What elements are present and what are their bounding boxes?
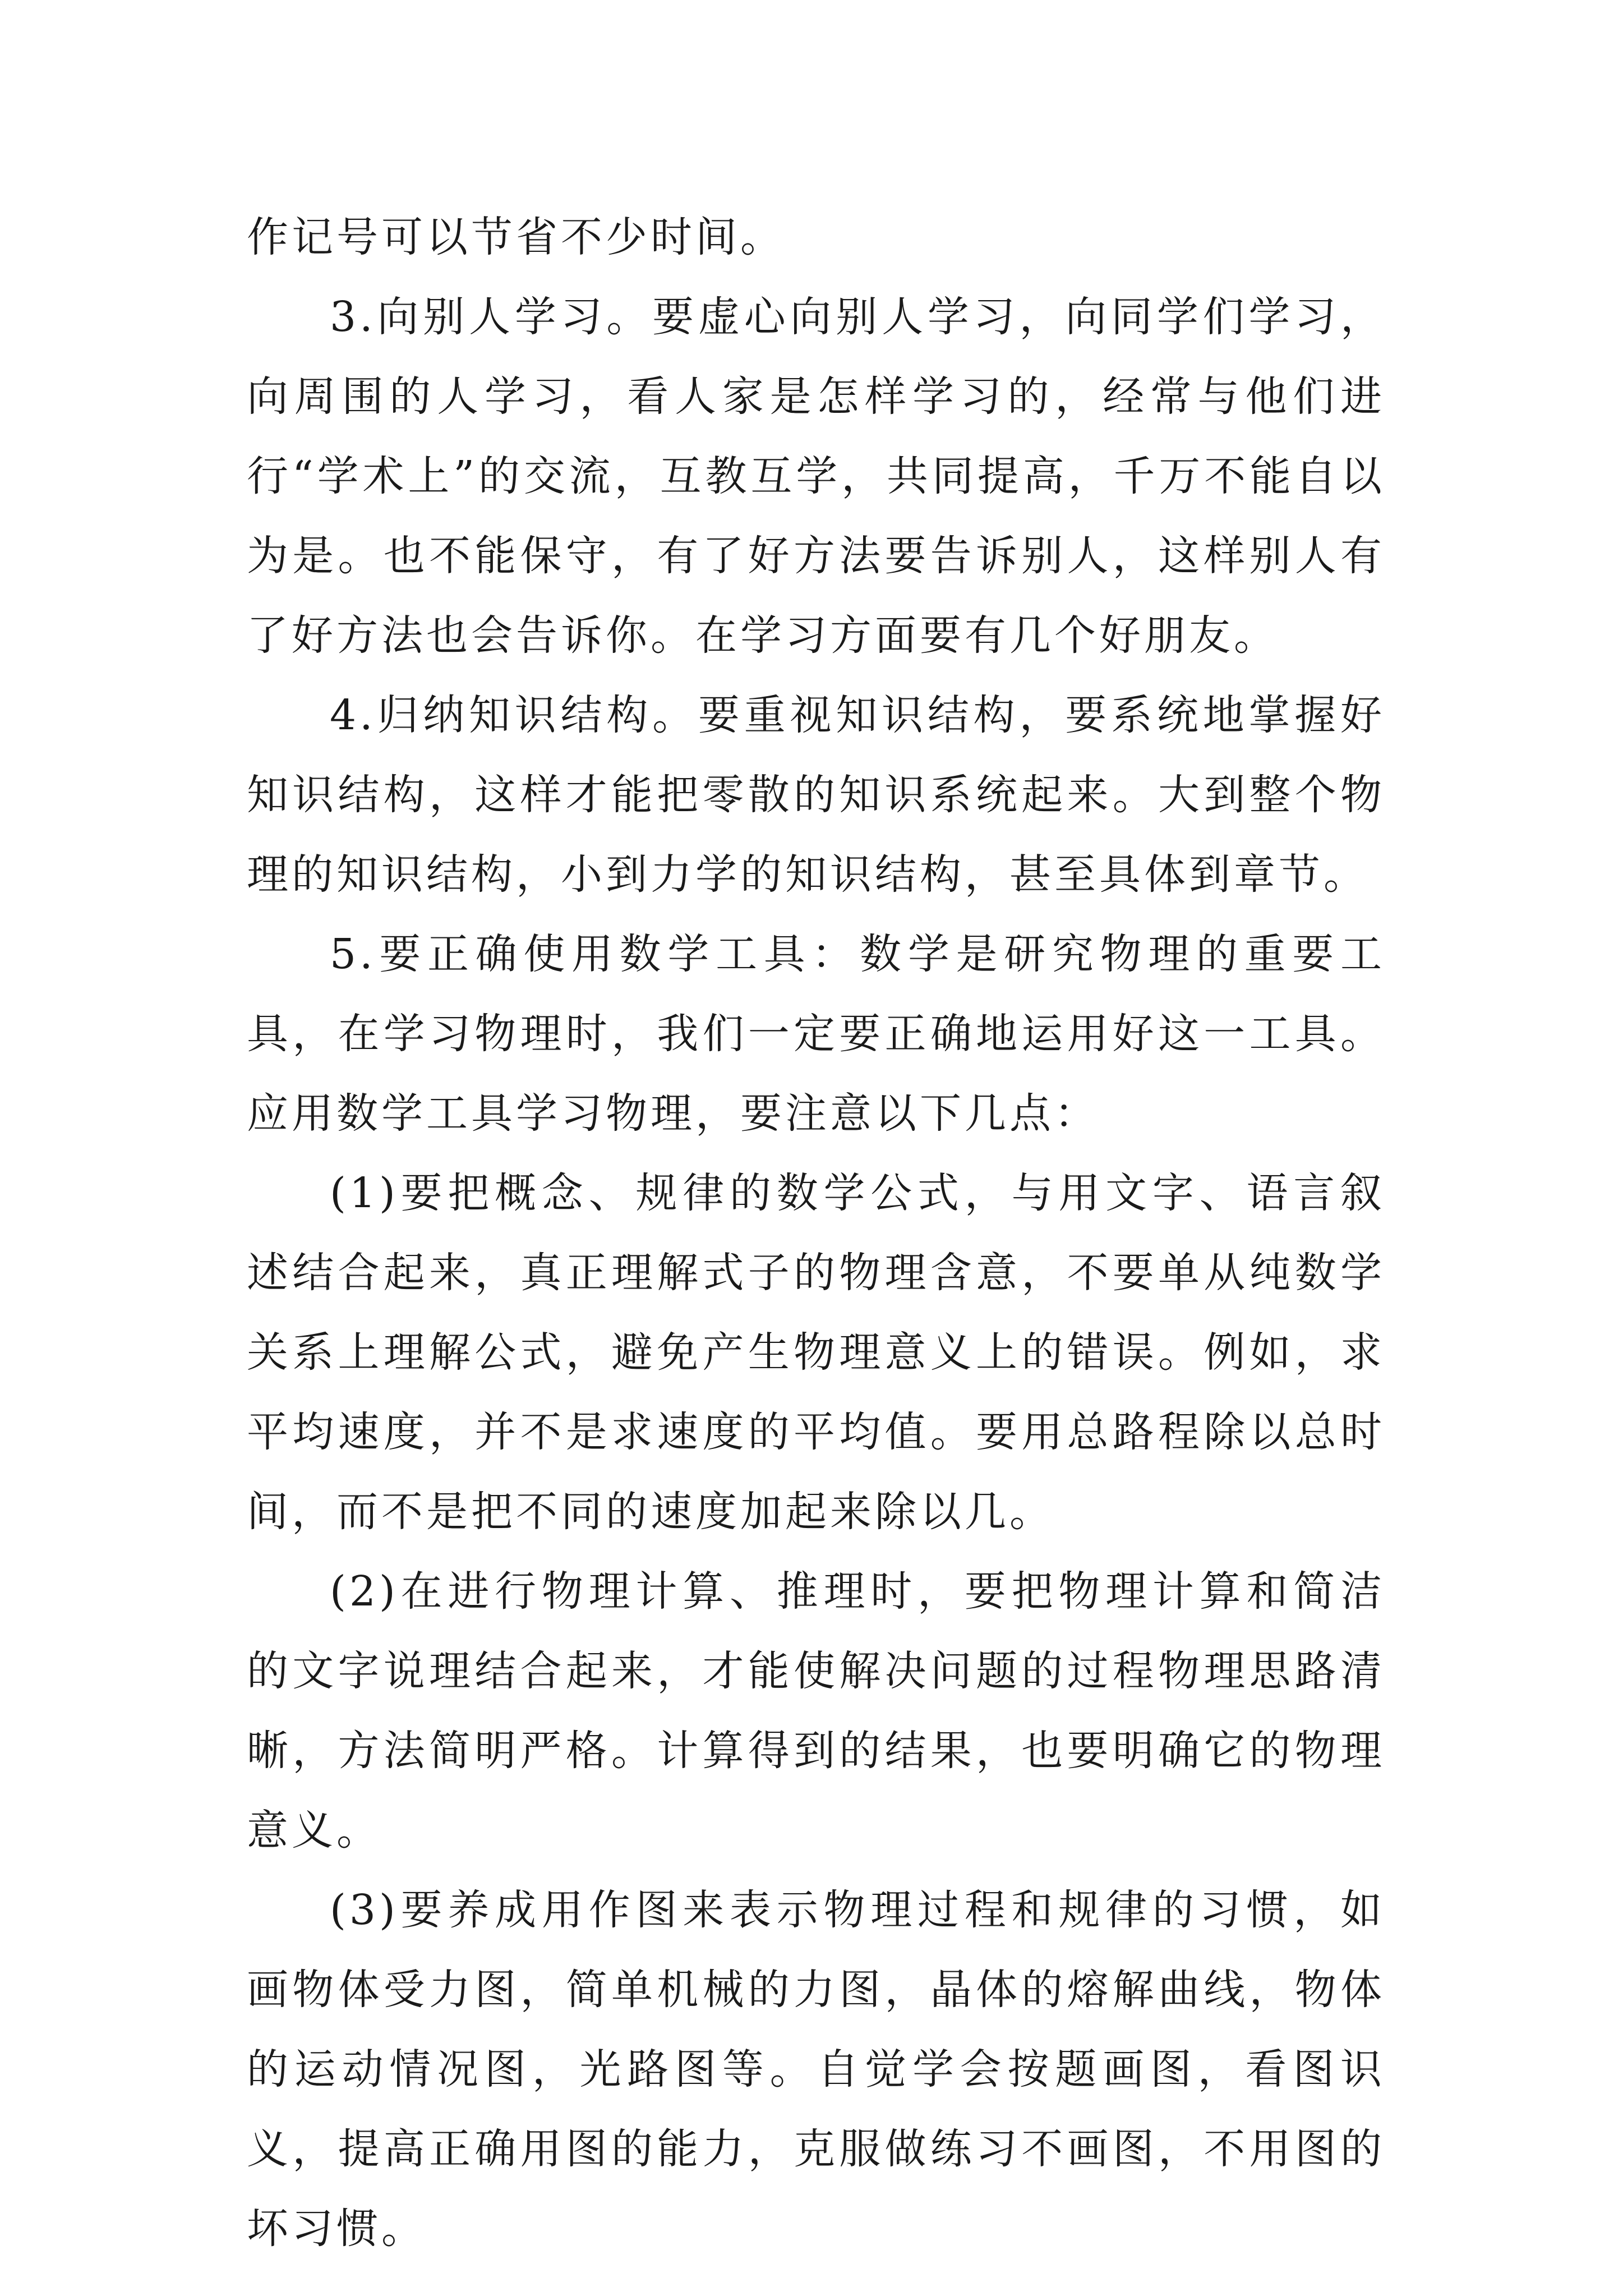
paragraph-point-1: (1)要把概念、规律的数学公式，与用文字、语言叙述结合起来，真正理解式子的物理含意，不要单从纯数学关系上理解公式，避免产生物理意义上的错误。例如，求平均速度，并不是求速度的平均值。要用总路程除以总时间，而不是把不同的速度加起来除以几。 [247, 1169, 1385, 1536]
paragraph-point-2: (2)在进行物理计算、推理时，要把物理计算和简洁的文字说理结合起来，才能使解决问题的过程物理思路清晰，方法简明严格。计算得到的结果，也要明确它的物理意义。 [247, 1567, 1385, 1855]
paragraph-point-3: (3)要养成用作图来表示物理过程和规律的习惯，如画物体受力图，简单机械的力图，晶体的熔解曲线，物体的运动情况图，光路图等。自觉学会按题画图，看图识义，提高正确用图的能力，克服做练习不画图，不用图的坏习惯。 [247, 1886, 1385, 2253]
paragraph-learn-from-others: 3.向别人学习。要虚心向别人学习，向同学们学习，向周围的人学习，看人家是怎样学习的，经常与他们进行“学术上”的交流，互教互学，共同提高，千万不能自以为是。也不能保守，有了好方法要告诉别人，这样别人有了好方法也会告诉你。在学习方面要有几个好朋友。 [247, 293, 1385, 660]
paragraph-math-tools: 5.要正确使用数学工具：数学是研究物理的重要工具，在学习物理时，我们一定要正确地运用好这一工具。应用数学工具学习物理，要注意以下几点： [247, 930, 1385, 1138]
paragraph-knowledge-structure: 4.归纳知识结构。要重视知识结构，要系统地掌握好知识结构，这样才能把零散的知识系统起来。大到整个物理的知识结构，小到力学的知识结构，甚至具体到章节。 [247, 691, 1385, 899]
document-body [247, 197, 1385, 2269]
paragraph-continuation: 作记号可以节省不少时间。 [247, 213, 785, 261]
